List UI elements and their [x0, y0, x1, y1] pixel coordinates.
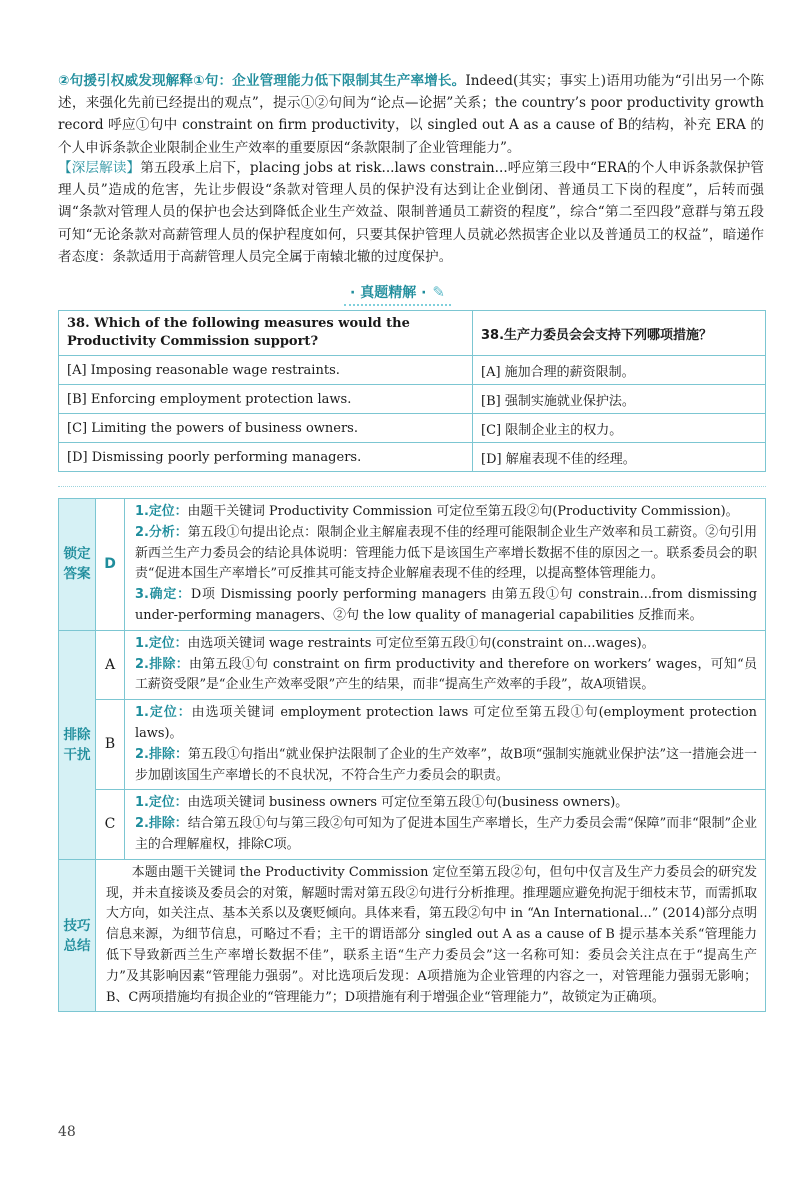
- lock-answer-row: [59, 499, 766, 631]
- step-label: 2.排除：: [135, 816, 188, 832]
- step-label: 1.定位：: [135, 795, 188, 811]
- step-label: 2.分析：: [135, 524, 188, 540]
- deep-reading-text: 第五段承上启下，placing jobs at risk...laws constrain...呼应第三段中“ERA的个人申诉条款保护管理人员”造成的危害，先让步假设“条款对管理人员的保护没有达到让企业倒闭、普通员工下岗的程度”，后转而强调“条款对管理人员的保护也会达到降低企业生产效益、限制普通员工薪资的程度”，综合“第二至四段”意群与第五段可知“无论条款对高薪管理人员的保护程度如何，只要其保护管理人员就必然损害企业以及普通员工的权益”，暗递作者态度：条款适用于高薪管理人员完全属于南辕北辙的过度保护。: [58, 160, 765, 265]
- exclude-content-b: [125, 700, 766, 790]
- option-d-cn: [D] 解雇表现不佳的经理。: [473, 443, 766, 472]
- option-d-en: [D] Dismissing poorly performing managers.: [59, 443, 473, 472]
- tips-row: [59, 859, 766, 1012]
- deep-reading-label: 【深层解读】: [58, 160, 141, 176]
- option-c-cn: [C] 限制企业主的权力。: [473, 414, 766, 443]
- section-title: [344, 282, 451, 306]
- exclude-label: 排除干扰: [59, 630, 96, 859]
- exclude-row-c: [59, 790, 766, 859]
- intro-highlight: ②句援引权威发现解释①句：企业管理能力低下限制其生产率增长。: [58, 73, 466, 89]
- option-b-en: [B] Enforcing employment protection laws.: [59, 385, 473, 414]
- answer-letter: D: [96, 499, 125, 631]
- step-text: 结合第五段①句与第三段②句可知为了促进本国生产率增长，生产力委员会需“保障”而非“限制”企业主的合理解雇权，排除C项。: [135, 816, 758, 852]
- step-label: 1.定位：: [135, 504, 188, 519]
- step-label: 1.定位：: [135, 635, 188, 651]
- tips-label: 技巧总结: [59, 859, 96, 1012]
- option-letter: B: [96, 700, 125, 790]
- step-label: 1.定位：: [135, 705, 192, 721]
- analysis-table: [58, 498, 766, 1012]
- step-text: 第五段①句指出“就业保护法限制了企业的生产效率”，故B项“强制实施就业保护法”这一措施会进一步加剧该国生产率增长的不良状况，不符合生产力委员会的职责。: [135, 746, 757, 783]
- tips-text: 本题由题干关键词 the Productivity Commission 定位至第五段②句，但句中仅言及生产力委员会的研究发现，并未直接谈及委员会的对策，解题时需对第五段②句进行分析推理。推理题应避免拘泥于细枝末节，而需抓取大方向，如关注点、基本关系以及褒贬倾向。具体来看，第五段②句中 in “An International...” (2014)部分点明信息来源，为细节信息，可略过不看；主干的谓语部分 singled out A as a cause of B 提示基本关系“管理能力低下导致新西兰生产率增长数据不佳”，联系主语“生产力委员会”这一名称可知：委员会关注点在于“提高生产力”及其影响因素“管理能力强弱”。对比选项后发现：A项措施为企业管理的内容之一，对管理能力强弱无影响；B、C两项措施均有损企业的“管理能力”；D项措施有利于增强企业“管理能力”，故锁定为正确项。: [106, 864, 757, 1005]
- option-a-en: [A] Imposing reasonable wage restraints.: [59, 356, 473, 385]
- option-b-cn: [B] 强制实施就业保护法。: [473, 385, 766, 414]
- option-row: [59, 443, 766, 472]
- step-text: D项 Dismissing poorly performing managers 由第五段①句 constrain...from dismissing under-performing managers、②句 the low quality of managerial capabilities 反推而来。: [135, 587, 757, 623]
- deep-reading-paragraph: [58, 157, 764, 268]
- step-text: 由选项关键词 wage restraints 可定位至第五段①句(constraint on...wages)。: [187, 635, 655, 651]
- step-label: 2.排除：: [135, 746, 188, 762]
- exclude-row-a: [59, 630, 766, 699]
- step-text: 由第五段①句 constraint on firm productivity and therefore on workers’ wages，可知“员工薪资受限”是“企业生产效率受限”产生的结果，而非“提高生产效率的手段”，故A项错误。: [135, 656, 757, 693]
- option-a-cn: [A] 施加合理的薪资限制。: [473, 356, 766, 385]
- option-row: [59, 385, 766, 414]
- step-text: 由选项关键词 business owners 可定位至第五段①句(business owners)。: [187, 795, 629, 811]
- option-c-en: [C] Limiting the powers of business owners.: [59, 414, 473, 443]
- option-row: [59, 356, 766, 385]
- question-stem-en: [59, 311, 473, 356]
- step-label: 2.排除：: [135, 656, 189, 672]
- exclude-row-b: [59, 700, 766, 790]
- question-stem-cn: [473, 311, 766, 356]
- intro-paragraph: [58, 70, 764, 159]
- option-letter: A: [96, 630, 125, 699]
- exclude-content-a: [125, 630, 766, 699]
- question-stem-row: [59, 311, 766, 356]
- divider: [58, 486, 766, 487]
- question-stem-cn-text: 38.生产力委员会会支持下列哪项措施？: [481, 327, 713, 343]
- question-table: [58, 310, 766, 472]
- lock-answer-label: 锁定答案: [59, 499, 96, 631]
- exclude-content-c: [125, 790, 766, 859]
- intro-text: Indeed(其实；事实上)语用功能为“引出另一个陈述，来强化先前已经提出的观点”，提示①②句间为“论点—论据”关系；the country’s poor productivity growth record 呼应①句中 constraint on firm productivity，以 singled out A as a cause of B的结构，补充 ERA 的个人申诉条款企业限制企业生产效率的重要原因“条款限制了企业管理能力”。: [58, 73, 764, 156]
- step-text: 由选项关键词 employment protection laws 可定位至第五段①句(employment protection laws)。: [135, 705, 757, 741]
- step-label: 3.确定：: [135, 587, 191, 603]
- option-row: [59, 414, 766, 443]
- lock-answer-content: [125, 499, 766, 631]
- pen-icon: ✎: [432, 283, 445, 301]
- option-letter: C: [96, 790, 125, 859]
- step-text: 第五段①句提出论点：限制企业主解雇表现不佳的经理可能限制企业生产效率和员工薪资。②句引用新西兰生产力委员会的结论具体说明：管理能力低下是该国生产率增长数据不佳的原因之一。联系委员会的职责“促进本国生产率增长”可反推其可能支持企业解雇表现不佳的经理，以提高整体管理能力。: [135, 524, 757, 582]
- page-number: 48: [58, 1124, 76, 1140]
- tips-content: [96, 859, 766, 1012]
- question-stem-en-text: 38. Which of the following measures would the Productivity Commission support?: [67, 316, 410, 349]
- step-text: 由题干关键词 Productivity Commission 可定位至第五段②句(Productivity Commission)。: [187, 504, 739, 519]
- section-title-text: · 真题精解 ·: [350, 285, 427, 301]
